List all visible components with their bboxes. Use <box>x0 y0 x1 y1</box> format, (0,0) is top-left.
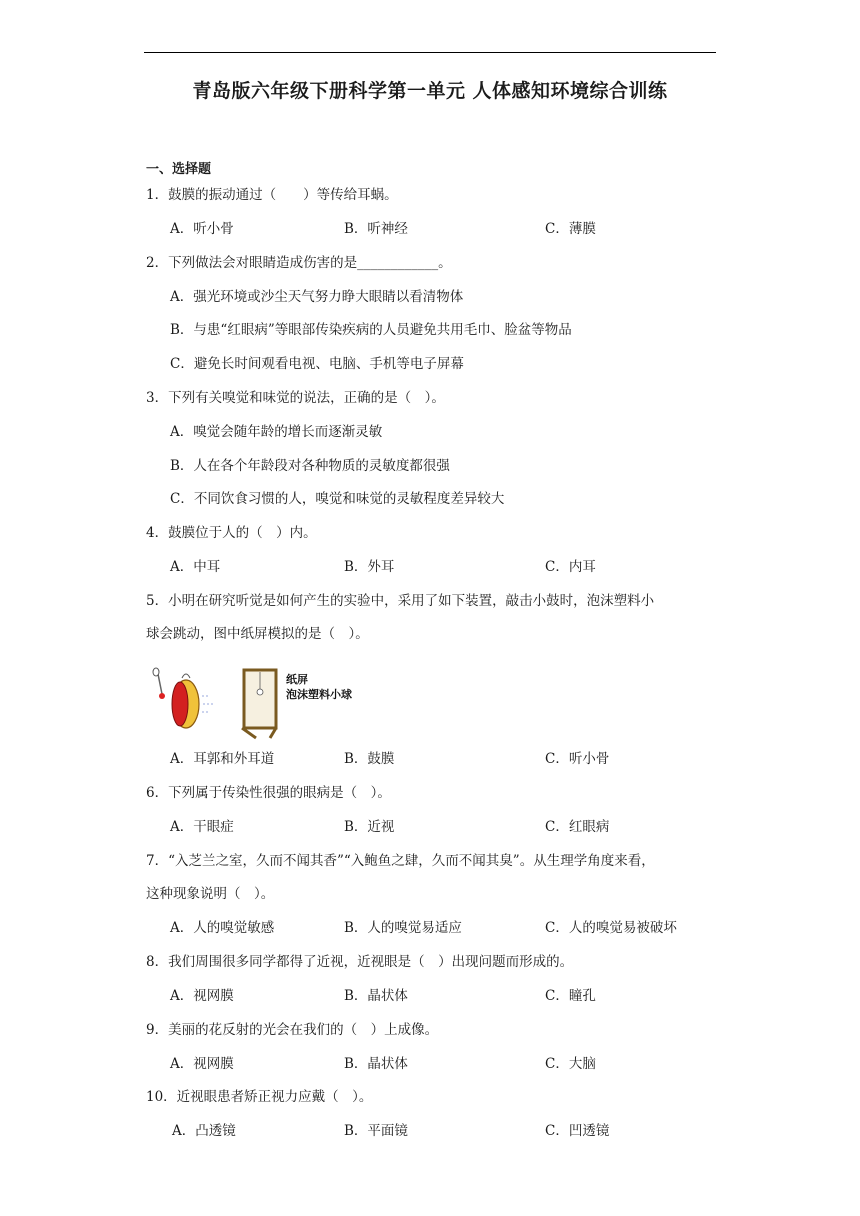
question-9-option-b: B．晶状体 <box>344 1056 408 1072</box>
question-7-stem-line-2: 这种现象说明（ ）。 <box>146 886 275 902</box>
question-4-option-b: B．外耳 <box>344 559 395 575</box>
question-8-option-b: B．晶状体 <box>344 988 408 1004</box>
question-6-option-a: A．干眼症 <box>170 819 234 835</box>
figure-label-foam-ball: 泡沫塑料小球 <box>286 688 352 701</box>
question-6-option-b: B．近视 <box>344 819 395 835</box>
question-7-stem-line-1: 7．“入芝兰之室，久而不闻其香”“入鲍鱼之肆，久而不闻其臭”。从生理学角度来看， <box>146 853 655 869</box>
header-rule <box>144 52 716 53</box>
figure-label-paper-screen: 纸屏 <box>286 673 308 686</box>
question-7-option-b: B．人的嗅觉易适应 <box>344 920 462 936</box>
section-heading: 一、选择题 <box>146 162 212 177</box>
question-2-option-b: B．与患“红眼病”等眼部传染疾病的人员避免共用毛巾、脸盆等物品 <box>170 322 572 338</box>
question-6-stem: 6．下列属于传染性很强的眼病是（ ）。 <box>146 785 391 801</box>
question-2-stem: 2．下列做法会对眼睛造成伤害的是____________。 <box>146 255 452 271</box>
question-9-stem: 9．美丽的花反射的光会在我们的（ ）上成像。 <box>146 1022 439 1038</box>
experiment-figure <box>146 664 376 740</box>
question-3-option-c: C．不同饮食习惯的人，嗅觉和味觉的灵敏程度差异较大 <box>170 491 505 507</box>
question-4-option-c: C．内耳 <box>545 559 596 575</box>
question-5-option-a: A．耳郭和外耳道 <box>170 751 275 767</box>
question-6-option-c: C．红眼病 <box>545 819 610 835</box>
question-2-option-c: C．避免长时间观看电视、电脑、手机等电子屏幕 <box>170 356 464 372</box>
question-5-option-c: C．听小骨 <box>545 751 610 767</box>
question-5-option-b: B．鼓膜 <box>344 751 395 767</box>
question-10-stem: 10．近视眼患者矫正视力应戴（ ）。 <box>146 1089 373 1105</box>
drumstick-illustration <box>153 668 165 699</box>
question-8-option-a: A．视网膜 <box>170 988 234 1004</box>
question-1-option-c: C．薄膜 <box>545 221 596 237</box>
question-4-stem: 4．鼓膜位于人的（ ）内。 <box>146 525 317 541</box>
question-7-option-a: A．人的嗅觉敏感 <box>170 920 275 936</box>
question-8-stem: 8．我们周围很多同学都得了近视，近视眼是（ ）出现问题而形成的。 <box>146 954 574 970</box>
question-3-option-a: A．嗅觉会随年龄的增长而逐渐灵敏 <box>170 424 383 440</box>
question-1-option-b: B．听神经 <box>344 221 408 237</box>
page-title: 青岛版六年级下册科学第一单元 人体感知环境综合训练 <box>192 80 668 102</box>
question-1-option-a: A．听小骨 <box>170 221 234 237</box>
question-8-option-c: C．瞳孔 <box>545 988 596 1004</box>
question-10-option-b: B．平面镜 <box>344 1123 408 1139</box>
drum-illustration <box>172 674 213 728</box>
question-3-option-b: B．人在各个年龄段对各种物质的灵敏度都很强 <box>170 458 450 474</box>
question-5-stem-line-1: 5．小明在研究听觉是如何产生的实验中，采用了如下装置，敲击小鼓时，泡沫塑料小 <box>146 593 655 609</box>
question-9-option-a: A．视网膜 <box>170 1056 234 1072</box>
question-2-option-a: A．强光环境或沙尘天气努力睁大眼睛以看清物体 <box>170 289 464 305</box>
question-10-option-a: A．凸透镜 <box>172 1123 236 1139</box>
question-9-option-c: C．大脑 <box>545 1056 596 1072</box>
question-7-option-c: C．人的嗅觉易被破坏 <box>545 920 677 936</box>
question-1-stem: 1．鼓膜的振动通过（ ）等传给耳蜗。 <box>146 187 398 203</box>
question-5-stem-line-2: 球会跳动，图中纸屏模拟的是（ ）。 <box>146 626 369 642</box>
paper-screen-frame <box>242 670 276 738</box>
question-10-option-c: C．凹透镜 <box>545 1123 610 1139</box>
question-3-stem: 3．下列有关嗅觉和味觉的说法，正确的是（ ）。 <box>146 390 445 406</box>
question-4-option-a: A．中耳 <box>170 559 221 575</box>
